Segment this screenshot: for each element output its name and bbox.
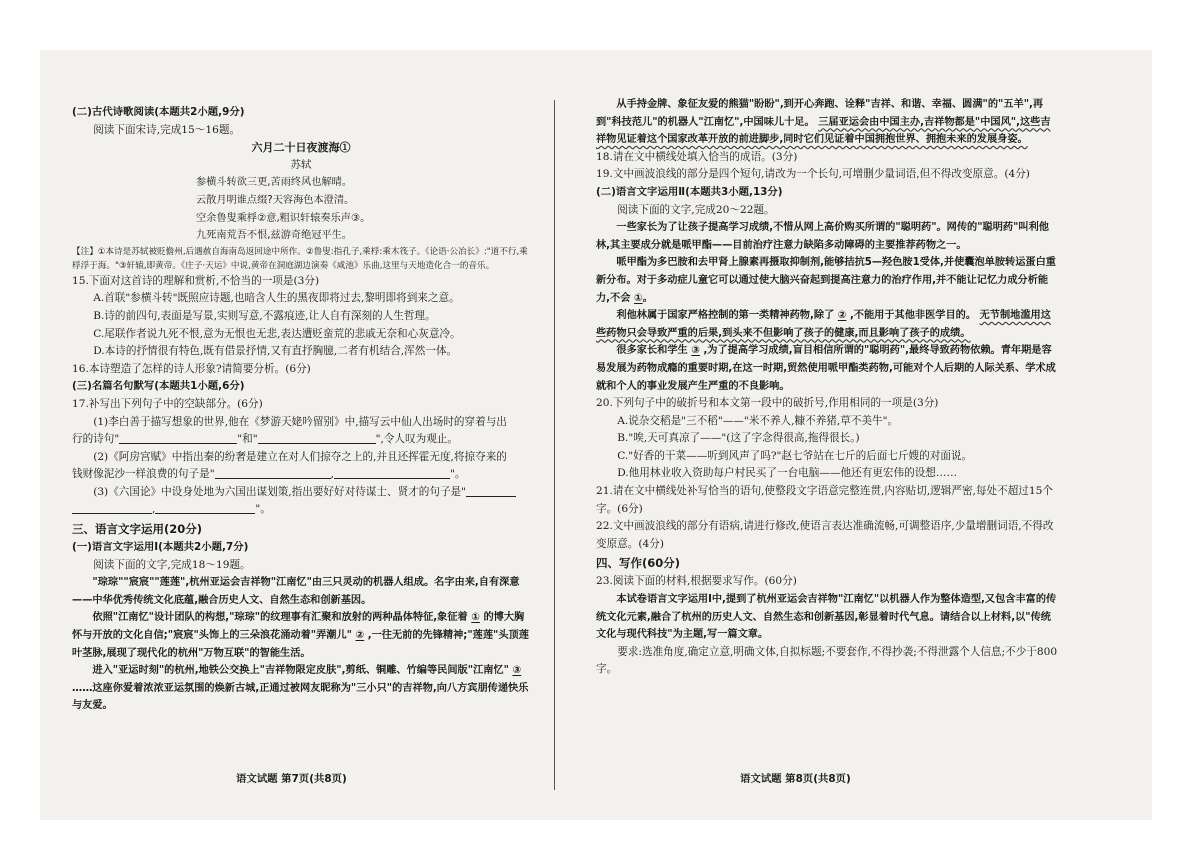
part-heading-language: 三、语言文字运用(20分) [72,522,203,537]
text: "。 [449,468,466,481]
text: 很多家长和学生 [616,345,688,357]
option-15-b: B.诗的前四句,表面是写景,实则写意,不露痕迹,让人自有深刻的人生哲理。 [93,309,436,322]
passage-paragraph: "琮琮""宸宸""莲莲",杭州亚运会吉祥物"江南忆"由三只灵动的机器人组成。名字由来,自有深意——中华优秀传统文化底蕴,融合历史人文、自然生态和创新基因。 [72,577,520,606]
page-footer: 语文试题 第7页(共8页) [236,773,347,785]
blank-mark: ② [355,630,365,642]
poem-note: 【注】①本诗是苏轼被贬儋州,后遇赦自海南岛返回途中所作。②鲁叟:指孔子,乘桴:乘木筏子。《论语·公冶长》:"道不行,乘桴浮于海。"③轩辕,即黄帝。《庄子·天运》中说,黄帝在洞庭湖边演奏《咸池》乐曲,这里与天地造化合一的音乐。 [72,246,528,271]
question-18: 18.请在文中横线处填入恰当的成语。(3分) [596,150,798,163]
answer-blank[interactable] [466,484,516,497]
blank-mark: ③ [691,345,700,357]
blank-mark: ③ [512,665,522,677]
answer-blank[interactable] [155,501,255,514]
passage-paragraph: 一些家长为了让孩子提高学习成绩,不惜从网上高价购买所谓的"聪明药"。网传的"聪明药"叫利他林,其主要成分就是哌甲酯——目前治疗注意力缺陷多动障碍的主要推荐药物之一。 [596,222,1049,251]
question-16: 16.本诗塑造了怎样的诗人形象?请简要分析。(6分) [72,362,311,375]
wavy-underlined-text: 无节制地滥用这些药物只会导致严重的后果,到头来不但影响了孩子的健康,而且影响了孩子的成绩。 [596,310,1051,339]
question-17-2: (2)《阿房宫赋》中指出秦的纷奢是建立在对人们掠夺之上的,并且还挥霍无度,将掠夺来的 [93,450,507,463]
part-heading-writing: 四、写作(60分) [596,556,681,571]
passage-paragraph [596,254,1060,307]
text: ,一往无前的先锋精神;"莲莲"头顶莲叶茎脉,展现了现代化的杭州"万物互联"的智能生活。 [72,630,529,659]
instruction-18-19: 阅读下面的文字,完成18～19题。 [93,558,251,571]
option-20-a: A.说杂交稻是"三不稻"——"米不养人,糠不养猪,草不美牛"。 [617,414,899,427]
essay-requirements: 要求:选准角度,确定立意,明确文体,自拟标题;不要套作,不得抄袭;不得泄露个人信息;不少于800字。 [596,645,1058,676]
text: ",令人叹为观止。 [375,433,458,446]
option-15-a: A.首联"参横斗转"既照应诗题,也暗含人生的黑夜即将过去,黎明即将到来之意。 [93,292,460,305]
text: ……这座你爱着浓浓亚运氛围的焕新古城,正通过被网友昵称为"三小只"的吉祥物,向八方宾朋传递快乐与友爱。 [72,682,529,712]
essay-material: 本试卷语言文字运用Ⅰ中,提到了杭州亚运会吉祥物"江南忆"以机器人作为整体造型,又包含丰富的传统文化元素,融合了杭州的历史人文、自然生态和创新基因,彰显着时代气息。请结合以上材料,以"传统文化与现代科技"为主题,写一篇文章。 [596,594,1057,641]
section-heading-language-1: (一)语言文字运用Ⅰ(本题共2小题,7分) [72,541,249,554]
answer-blank[interactable] [119,431,237,444]
text: 进入"亚运时刻"的杭州,地铁公交换上"吉祥物限定皮肤",剪纸、铜雕、竹编等民间版"江南忆" [92,665,509,677]
text: , [152,503,156,516]
question-17-1-blanks [72,431,530,449]
section-heading-poetry: (二)古代诗歌阅读(本题共2小题,9分) [72,106,245,118]
poem-line: 参横斗转欲三更,苦雨终风也解晴。 [196,177,353,189]
section-heading-recitation: (三)名篇名句默写(本题共1小题,6分) [72,380,245,393]
question-21: 21.请在文中横线处补写恰当的语句,使整段文字语意完整连贯,内容贴切,逻辑严密,每处不超过15个字。(6分) [596,485,1053,515]
question-17-1: (1)李白善于描写想象的世界,他在《梦游天姥吟留别》中,描写云中仙人出场时的穿着与出 [93,415,507,428]
instruction-15-16: 阅读下面宋诗,完成15～16题。 [93,123,241,136]
question-20: 20.下列句子中的破折号和本文第一段中的破折号,作用相同的一项是(3分) [596,397,939,410]
text: 。 [642,292,653,304]
page-footer: 语文试题 第8页(共8页) [740,773,851,785]
question-15: 15.下面对这首诗的理解和赏析,不恰当的一项是(3分) [72,274,320,287]
option-15-d: D.本诗的抒情很有特色,既有借景抒情,又有直抒胸臆,二者有机结合,浑然一体。 [93,345,458,358]
text: "和" [237,433,258,446]
question-19: 19.文中画波浪线的部分是四个短句,请改为一个长句,可增删少量词语,但不得改变原意。(4分) [596,168,1030,181]
answer-blank[interactable] [72,501,152,514]
text: 行的诗句" [72,433,120,446]
answer-blank[interactable] [258,431,376,444]
text: 的博大胸怀与开放的文化自信;"宸宸"头饰上的三朵浪花涌动着"弄潮儿" [72,612,525,642]
text: 哌甲酯为多巴胺和去甲肾上腺素再摄取抑制剂,能够拮抗5—羟色胺1受体,并使囊泡单胺转运蛋白重新分布。对于多动症儿童它可以通过使大脑兴奋起到提高注意力的治疗作用,并不能让记忆力成分析能力,不会 [596,257,1056,304]
passage-paragraph [72,609,530,662]
blank-mark: ② [837,310,847,322]
question-23: 23.阅读下面的材料,根据要求写作。(60分) [596,575,797,588]
option-15-c: C.尾联作者说九死不恨,意为无恨也无悲,表达遭贬蛮荒的悲戚无奈和心灰意冷。 [93,327,461,340]
exam-page-8 [596,96,1060,679]
blank-mark: ① [471,612,480,624]
answer-blank[interactable] [334,466,450,479]
text: ,不能用于其他非医学目的。 [849,310,977,322]
poem-line: 空余鲁叟乘桴②意,粗识轩辕奏乐声③。 [196,212,371,224]
wavy-underlined-text: 三届亚运会由中国主办,吉祥物都是"中国风",这些吉祥物见证着这个国家改革开放的前进脚步,同时它们见证着中国拥抱世界、拥抱未来的发展身姿。 [596,116,1051,146]
poem-line: 云散月明谁点缀?天容海色本澄清。 [196,194,355,206]
text: 依照"江南忆"设计团队的构想,"琮琮"的纹理事有汇聚和放射的两种晶体特征,象征着 [92,612,468,624]
poem-title: 六月二十日夜渡海① [251,141,351,155]
text: (3)《六国论》中设身处地为六国出谋划策,指出要好好对待谋士、贤才的句子是" [93,485,467,498]
question-17: 17.补写出下列句子中的空缺部分。(6分) [72,397,263,410]
question-17-3 [72,484,530,502]
text: 钱财像泥沙一样浪费的句子是" [72,468,215,481]
question-17-2-blanks [72,466,530,484]
passage-paragraph [596,307,1060,342]
poem-author: 苏轼 [290,158,312,171]
blank-mark: ① [633,292,643,304]
option-20-d: D.他用林业收入资助每户村民买了一台电脑——他还有更宏伟的设想…… [617,467,958,480]
exam-page-7 [72,104,530,715]
page-divider [554,100,555,790]
option-20-c: C."好香的干菜——听到风声了吗?"赵七爷站在七斤的后面七斤嫂的对面说。 [617,449,973,462]
question-17-3-blanks [72,501,530,519]
poem-line: 九死南荒吾不恨,兹游奇绝冠平生。 [196,230,353,242]
section-heading-language-2: (二)语言文字运用Ⅱ(本题共3小题,13分) [596,185,783,198]
option-20-b: B."唉,天可真凉了——"(这了字念得很高,拖得很长。) [617,432,860,445]
passage-paragraph [596,96,1060,149]
passage-paragraph [72,662,530,715]
text: ,为了提高学习成绩,盲目相信所谓的"聪明药",最终导致药物依赖。青年期是容易发展为药物成瘾的重要时期,在这一时期,贸然使用哌甲酯类药物,可能对个人后期的人际关系、学术成就和个人的事业发展产生严重的不良影响。 [596,345,1056,392]
text: "。 [255,503,271,516]
text: , [330,468,334,481]
passage-paragraph [596,342,1060,395]
answer-blank[interactable] [215,466,331,479]
text: 从手持金牌、象征友爱的熊猫"盼盼",到开心奔跑、诠释"吉祥、和谐、幸福、圆满"的"五羊",再到"科技范儿"的机器人"江南忆",中国味儿十足。 [596,99,1044,128]
instruction-20-22: 阅读下面的文字,完成20～22题。 [617,203,775,216]
question-22: 22.文中画波浪线的部分有语病,请进行修改,使语言表达准确流畅,可调整语序,少量增删词语,不得改变原意。(4分) [596,520,1054,550]
text: 利他林属于国家严格控制的第一类精神药物,除了 [616,310,835,322]
